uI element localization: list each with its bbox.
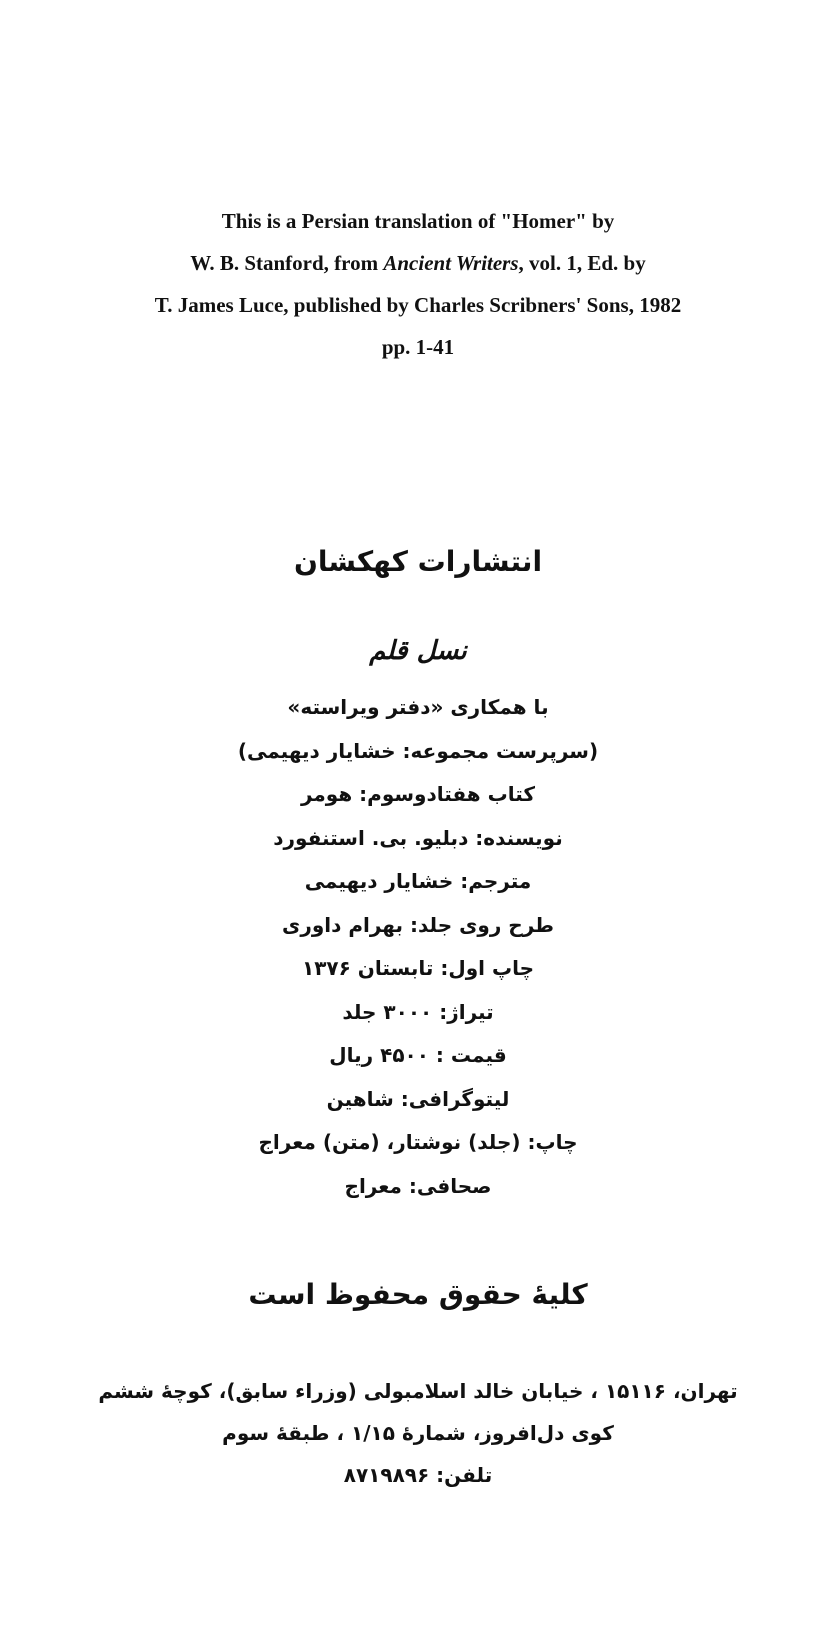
book-title-italic: Ancient Writers [383,251,519,275]
publisher-name: انتشارات کهکشان [293,545,543,578]
credit-series-editor: (سرپرست مجموعه: خشایار دیهیمی) [237,738,599,763]
note-line-2 [60,242,776,284]
english-translation-note [60,200,776,368]
credit-collaboration: با همکاری «دفتر ویراسته» [287,695,549,719]
credit-cover-design: طرح روی جلد: بهرام داوری [281,912,554,937]
credit-author: نویسنده: دبلیو. بی. استنفورد [273,825,563,850]
credit-book-number: کتاب هفتادوسوم: هومر [300,782,536,806]
credit-printing: چاپ: (جلد) نوشتار، (متن) معراج [258,1130,578,1154]
credit-translator: مترجم: خشایار دیهیمی [304,869,532,893]
credit-first-edition: چاپ اول: تابستان ۱۳۷۶ [301,956,534,980]
note-line-2-prefix: W. B. Stanford, from [190,251,384,275]
note-line-4: pp. 1-41 [381,335,455,359]
address-line-1: تهران، ۱۵۱۱۶ ، خیابان خالد اسلامبولی (وزراء سابق)، کوچهٔ ششم [98,1379,738,1403]
series-title: نسل قلم [369,636,467,666]
rights-reserved: کلیهٔ حقوق محفوظ است [248,1278,588,1311]
note-line-3: T. James Luce, published by Charles Scribners' Sons, 1982 [154,293,682,317]
credit-print-run: تیراژ: ۳۰۰۰ جلد [342,999,494,1024]
note-line-1: This is a Persian translation of "Homer" by [221,209,615,233]
credit-binding: صحافی: معراج [344,1173,492,1198]
publisher-address [70,1370,766,1496]
credits-list [140,686,696,1208]
address-line-2: کوی دل‌افروز، شمارهٔ ۱/۱۵ ، طبقهٔ سوم [222,1421,614,1445]
note-line-2-suffix: , vol. 1, Ed. by [518,251,646,275]
phone-number: تلفن: ۸۷۱۹۸۹۶ [343,1463,493,1487]
credit-price: قیمت : ۴۵۰۰ ریال [329,1043,507,1067]
credit-lithography: لیتوگرافی: شاهین [326,1086,510,1111]
